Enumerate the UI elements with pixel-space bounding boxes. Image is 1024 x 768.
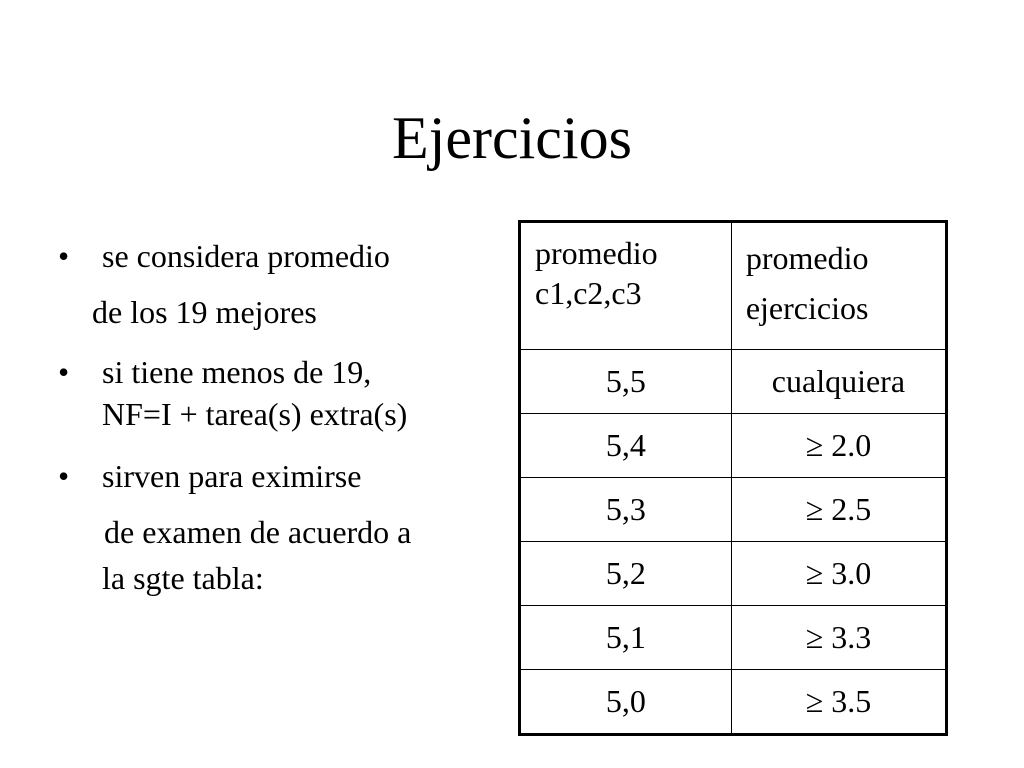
bullet-1-line-1: se considera promedio [102, 238, 390, 274]
table-cell: 5,1 [520, 606, 732, 670]
table-cell: 5,4 [520, 414, 732, 478]
table-cell: 5,0 [520, 670, 732, 735]
bullet-3-line-3: la sgte tabla: [102, 560, 264, 596]
table-header-cell [520, 222, 732, 350]
header-line: c1,c2,c3 [535, 275, 642, 311]
table-header-cell [731, 222, 946, 350]
table-row [520, 414, 947, 478]
table-cell: 5,3 [520, 478, 732, 542]
table-row [520, 350, 947, 414]
table-row [520, 606, 947, 670]
slide-title: Ejercicios [392, 105, 632, 171]
bullet-3-line-2: de examen de acuerdo a [104, 514, 412, 550]
table-cell: ≥ 2.5 [731, 478, 946, 542]
table-row [520, 542, 947, 606]
bullet-marker: • [58, 354, 70, 390]
table-row [520, 478, 947, 542]
bullet-2-line-2: NF=I + tarea(s) extra(s) [102, 396, 408, 432]
table-cell: ≥ 3.3 [731, 606, 946, 670]
table-cell: ≥ 3.0 [731, 542, 946, 606]
table-cell: 5,5 [520, 350, 732, 414]
table-cell: 5,2 [520, 542, 732, 606]
bullet-marker: • [58, 238, 70, 274]
table-row [520, 670, 947, 735]
header-line: ejercicios [745, 290, 869, 326]
table-cell: ≥ 2.0 [731, 414, 946, 478]
bullet-marker: • [58, 458, 70, 494]
bullet-1-line-2: de los 19 mejores [92, 294, 317, 330]
header-line: promedio [745, 240, 869, 276]
bullet-3-line-1: sirven para eximirse [102, 458, 362, 494]
table-cell: cualquiera [731, 350, 946, 414]
table-cell: ≥ 3.5 [731, 670, 946, 735]
grade-table [518, 220, 948, 736]
table-header-row [520, 222, 947, 350]
header-line: promedio [535, 235, 658, 271]
bullet-2-line-1: si tiene menos de 19, [102, 354, 372, 390]
